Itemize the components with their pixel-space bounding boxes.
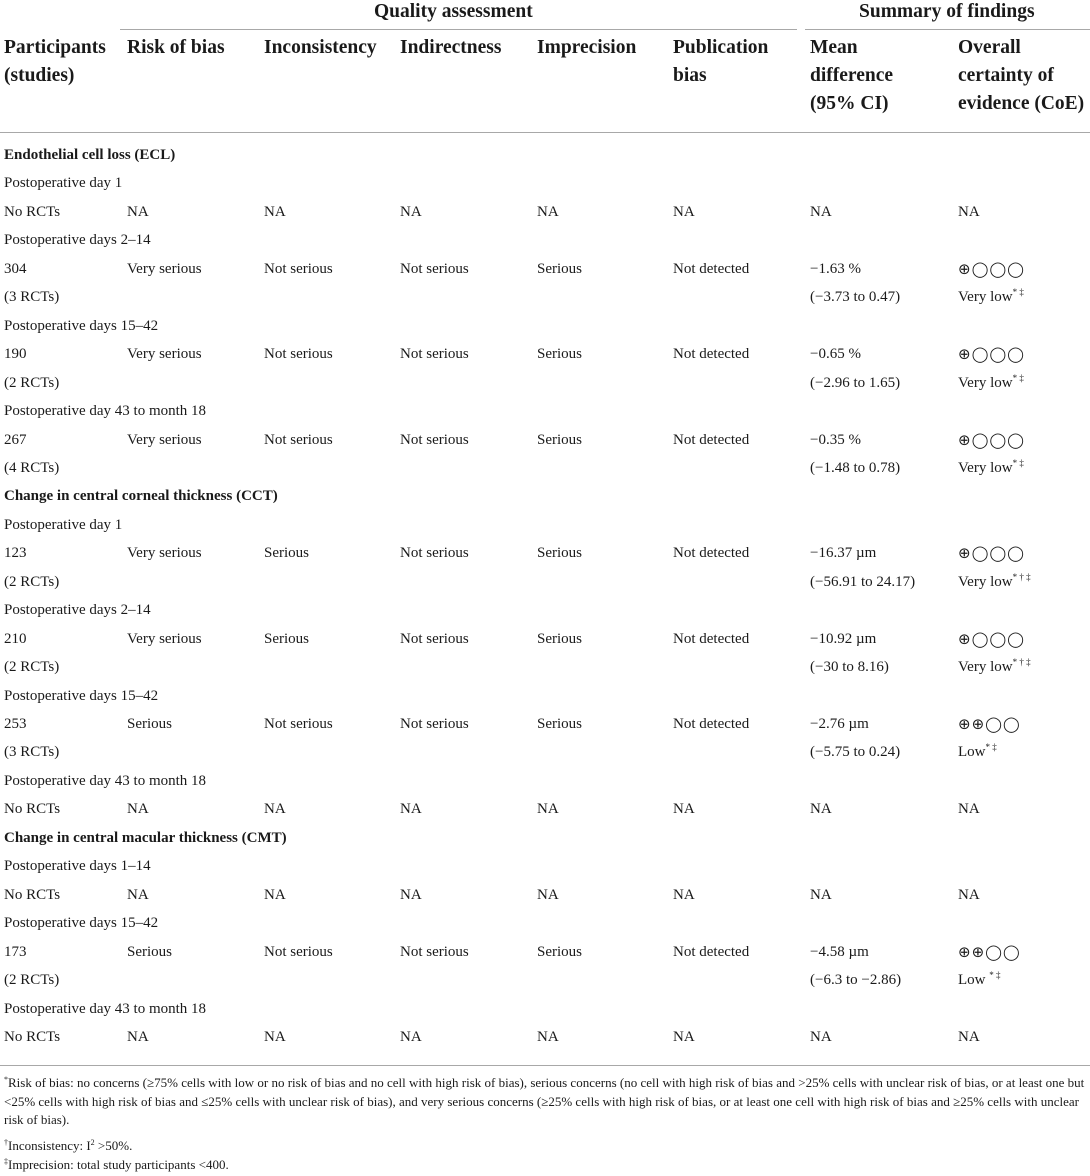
table-cell-imprecision: Serious xyxy=(537,944,582,960)
table-cell-certainty-label xyxy=(958,374,1024,392)
table-cell-publication-bias: NA xyxy=(673,204,695,220)
table-cell-overall-certainty: NA xyxy=(958,801,980,817)
section-heading: Change in central macular thickness (CMT) xyxy=(4,830,287,846)
table-cell-inconsistency: Not serious xyxy=(264,716,333,732)
footnote-imprecision xyxy=(4,1156,1086,1175)
table-cell-imprecision: Serious xyxy=(537,545,582,561)
table-cell-study-count: (2 RCTs) xyxy=(4,574,60,590)
certainty-footnote-marks: * † ‡ xyxy=(1012,657,1031,667)
table-cell-certainty-label xyxy=(958,573,1031,591)
timepoint-label: Postoperative day 1 xyxy=(4,175,123,191)
group-underline-quality xyxy=(120,29,797,30)
table-cell-inconsistency: Not serious xyxy=(264,346,333,362)
table-cell-inconsistency: NA xyxy=(264,204,286,220)
certainty-footnote-marks: * ‡ xyxy=(1012,373,1024,383)
certainty-label-text: Very low xyxy=(958,289,1013,305)
table-cell-mean-difference: −0.35 % xyxy=(810,432,861,448)
certainty-label-text: Very low xyxy=(958,460,1013,476)
timepoint-label: Postoperative days 15–42 xyxy=(4,915,159,931)
table-cell-participants: No RCTs xyxy=(4,801,61,817)
footnote-text: Imprecision: total study participants <400. xyxy=(8,1157,229,1172)
certainty-rating-icon: ⊕◯◯◯ xyxy=(958,431,1025,449)
footnote-mark: † xyxy=(4,1138,8,1147)
column-header-publication-bias: Publication xyxy=(673,37,769,58)
table-cell-risk-of-bias: Very serious xyxy=(127,545,202,561)
table-cell-risk-of-bias: NA xyxy=(127,801,149,817)
table-cell-indirectness: Not serious xyxy=(400,545,469,561)
column-header-participants: (studies) xyxy=(4,65,75,86)
column-header-participants: Participants xyxy=(4,37,106,58)
table-cell-inconsistency: Serious xyxy=(264,545,309,561)
section-heading: Endothelial cell loss (ECL) xyxy=(4,147,176,163)
table-cell-publication-bias: Not detected xyxy=(673,432,750,448)
table-cell-confidence-interval: (−30 to 8.16) xyxy=(810,659,889,675)
group-heading-summary-of-findings: Summary of findings xyxy=(859,1,1035,22)
table-cell-publication-bias: NA xyxy=(673,887,695,903)
table-cell-indirectness: NA xyxy=(400,801,422,817)
table-cell-indirectness: NA xyxy=(400,1029,422,1045)
table-cell-publication-bias: Not detected xyxy=(673,545,750,561)
table-cell-indirectness: Not serious xyxy=(400,346,469,362)
footnote-text: Risk of bias: no concerns (≥75% cells with low or no risk of bias and no cell with high risk of bias), serious concerns (no cell with high risk of bias and >25% cells with unclear risk of bias, or at least one but <25% cells with high risk of bias and ≤25% cells with unclear risk of bias), and very serious concerns (≥25% cells with high risk of bias, or at least one cell with high risk of bias and ≥25% cells with unclear risk of bias). xyxy=(4,1075,1085,1128)
table-cell-participants: No RCTs xyxy=(4,1029,61,1045)
table-cell-participants: 173 xyxy=(4,944,27,960)
column-header-risk-of-bias: Risk of bias xyxy=(127,37,225,58)
table-cell-risk-of-bias: Very serious xyxy=(127,261,202,277)
group-heading-quality-assessment: Quality assessment xyxy=(374,1,533,22)
certainty-rating-icon: ⊕◯◯◯ xyxy=(958,544,1025,562)
table-cell-mean-difference: −0.65 % xyxy=(810,346,861,362)
table-cell-indirectness: Not serious xyxy=(400,716,469,732)
table-cell-study-count: (3 RCTs) xyxy=(4,744,60,760)
table-cell-imprecision: NA xyxy=(537,204,559,220)
table-cell-imprecision: Serious xyxy=(537,346,582,362)
table-cell-mean-difference: −1.63 % xyxy=(810,261,861,277)
timepoint-label: Postoperative day 1 xyxy=(4,517,123,533)
table-cell-inconsistency: Not serious xyxy=(264,944,333,960)
certainty-rating-icon: ⊕◯◯◯ xyxy=(958,630,1025,648)
table-cell-study-count: (2 RCTs) xyxy=(4,659,60,675)
table-cell-indirectness: NA xyxy=(400,204,422,220)
table-cell-participants: 304 xyxy=(4,261,27,277)
timepoint-label: Postoperative days 1–14 xyxy=(4,858,151,874)
table-cell-indirectness: Not serious xyxy=(400,261,469,277)
timepoint-label: Postoperative days 15–42 xyxy=(4,318,159,334)
table-cell-mean-difference: −2.76 µm xyxy=(810,716,869,732)
table-cell-indirectness: Not serious xyxy=(400,432,469,448)
certainty-rating-icon: ⊕◯◯◯ xyxy=(958,345,1025,363)
table-cell-participants: 210 xyxy=(4,631,27,647)
table-cell-imprecision: Serious xyxy=(537,261,582,277)
table-cell-risk-of-bias: Serious xyxy=(127,944,172,960)
timepoint-label: Postoperative days 2–14 xyxy=(4,232,151,248)
table-cell-mean-difference: −10.92 µm xyxy=(810,631,877,647)
table-cell-certainty-label xyxy=(958,743,997,761)
table-cell-overall-certainty: NA xyxy=(958,887,980,903)
table-cell-inconsistency: Not serious xyxy=(264,261,333,277)
table-cell-certainty-label xyxy=(958,288,1024,306)
footnote-risk-of-bias xyxy=(4,1074,1086,1130)
timepoint-label: Postoperative days 2–14 xyxy=(4,602,151,618)
table-cell-risk-of-bias: NA xyxy=(127,887,149,903)
table-cell-indirectness: Not serious xyxy=(400,631,469,647)
table-cell-indirectness: NA xyxy=(400,887,422,903)
table-cell-confidence-interval: (−5.75 to 0.24) xyxy=(810,744,901,760)
table-cell-confidence-interval: (−56.91 to 24.17) xyxy=(810,574,916,590)
certainty-rating-icon: ⊕⊕◯◯ xyxy=(958,715,1021,733)
footnote-superscript: 2 xyxy=(90,1138,95,1147)
table-cell-participants: 123 xyxy=(4,545,27,561)
table-cell-publication-bias: Not detected xyxy=(673,261,750,277)
table-cell-indirectness: Not serious xyxy=(400,944,469,960)
table-cell-certainty-label xyxy=(958,971,1001,989)
table-cell-publication-bias: Not detected xyxy=(673,631,750,647)
table-cell-study-count: (3 RCTs) xyxy=(4,289,60,305)
table-cell-risk-of-bias: NA xyxy=(127,204,149,220)
group-underline-summary xyxy=(805,29,1090,30)
column-header-overall-certainty: evidence (CoE) xyxy=(958,93,1085,114)
certainty-label-text: Very low xyxy=(958,659,1013,675)
certainty-label-text: Very low xyxy=(958,375,1013,391)
table-cell-mean-difference: NA xyxy=(810,801,832,817)
table-cell-inconsistency: Not serious xyxy=(264,432,333,448)
table-cell-inconsistency: NA xyxy=(264,1029,286,1045)
table-cell-imprecision: NA xyxy=(537,1029,559,1045)
column-header-overall-certainty: Overall xyxy=(958,37,1021,58)
table-cell-risk-of-bias: Very serious xyxy=(127,631,202,647)
table-bottom-rule xyxy=(0,1065,1090,1066)
table-cell-risk-of-bias: NA xyxy=(127,1029,149,1045)
column-header-inconsistency: Inconsistency xyxy=(264,37,377,58)
table-cell-publication-bias: Not detected xyxy=(673,716,750,732)
table-cell-risk-of-bias: Very serious xyxy=(127,432,202,448)
timepoint-label: Postoperative day 43 to month 18 xyxy=(4,1001,207,1017)
table-cell-participants: No RCTs xyxy=(4,204,61,220)
table-cell-confidence-interval: (−6.3 to −2.86) xyxy=(810,972,902,988)
table-cell-risk-of-bias: Very serious xyxy=(127,346,202,362)
certainty-label-text: Very low xyxy=(958,574,1013,590)
table-cell-imprecision: NA xyxy=(537,887,559,903)
header-rule xyxy=(0,132,1090,133)
column-header-publication-bias: bias xyxy=(673,65,707,86)
table-cell-publication-bias: NA xyxy=(673,1029,695,1045)
certainty-footnote-marks: * ‡ xyxy=(989,970,1001,980)
certainty-footnote-marks: * ‡ xyxy=(985,742,997,752)
table-cell-risk-of-bias: Serious xyxy=(127,716,172,732)
table-cell-participants: 190 xyxy=(4,346,27,362)
table-cell-publication-bias: Not detected xyxy=(673,944,750,960)
column-header-indirectness: Indirectness xyxy=(400,37,502,58)
table-cell-overall-certainty: NA xyxy=(958,1029,980,1045)
table-cell-confidence-interval: (−3.73 to 0.47) xyxy=(810,289,901,305)
table-cell-confidence-interval: (−1.48 to 0.78) xyxy=(810,460,901,476)
table-cell-mean-difference: NA xyxy=(810,204,832,220)
column-header-mean-difference: difference xyxy=(810,65,894,86)
certainty-footnote-marks: * ‡ xyxy=(1012,287,1024,297)
table-cell-inconsistency: Serious xyxy=(264,631,309,647)
column-header-overall-certainty: certainty of xyxy=(958,65,1054,86)
table-cell-publication-bias: NA xyxy=(673,801,695,817)
table-cell-mean-difference: −4.58 µm xyxy=(810,944,869,960)
column-header-imprecision: Imprecision xyxy=(537,37,637,58)
table-cell-mean-difference: −16.37 µm xyxy=(810,545,877,561)
footnote-mark: ‡ xyxy=(4,1157,8,1166)
certainty-footnote-marks: * ‡ xyxy=(1012,458,1024,468)
table-cell-participants: 253 xyxy=(4,716,27,732)
table-cell-mean-difference: NA xyxy=(810,1029,832,1045)
table-cell-confidence-interval: (−2.96 to 1.65) xyxy=(810,375,901,391)
timepoint-label: Postoperative day 43 to month 18 xyxy=(4,773,207,789)
table-cell-imprecision: Serious xyxy=(537,432,582,448)
table-cell-inconsistency: NA xyxy=(264,887,286,903)
table-cell-certainty-label xyxy=(958,459,1024,477)
table-cell-publication-bias: Not detected xyxy=(673,346,750,362)
footnote-mark: * xyxy=(4,1075,8,1084)
column-header-mean-difference: Mean xyxy=(810,37,858,58)
table-cell-mean-difference: NA xyxy=(810,887,832,903)
table-cell-imprecision: Serious xyxy=(537,631,582,647)
certainty-footnote-marks: * † ‡ xyxy=(1012,572,1031,582)
table-cell-certainty-label xyxy=(958,658,1031,676)
footnote-inconsistency xyxy=(4,1137,1086,1156)
table-cell-imprecision: Serious xyxy=(537,716,582,732)
certainty-rating-icon: ⊕◯◯◯ xyxy=(958,260,1025,278)
section-heading: Change in central corneal thickness (CCT) xyxy=(4,488,278,504)
table-cell-study-count: (2 RCTs) xyxy=(4,972,60,988)
footnote-text: Inconsistency: I xyxy=(8,1138,91,1153)
footnote-text: >50%. xyxy=(94,1138,133,1153)
table-cell-study-count: (4 RCTs) xyxy=(4,460,60,476)
table-cell-study-count: (2 RCTs) xyxy=(4,375,60,391)
table-cell-imprecision: NA xyxy=(537,801,559,817)
timepoint-label: Postoperative days 15–42 xyxy=(4,688,159,704)
timepoint-label: Postoperative day 43 to month 18 xyxy=(4,403,207,419)
certainty-label-text: Low xyxy=(958,744,986,760)
table-cell-overall-certainty: NA xyxy=(958,204,980,220)
table-cell-participants: 267 xyxy=(4,432,27,448)
table-cell-inconsistency: NA xyxy=(264,801,286,817)
column-header-mean-difference: (95% CI) xyxy=(810,93,889,114)
certainty-rating-icon: ⊕⊕◯◯ xyxy=(958,943,1021,961)
table-cell-participants: No RCTs xyxy=(4,887,61,903)
certainty-label-text: Low xyxy=(958,972,990,988)
